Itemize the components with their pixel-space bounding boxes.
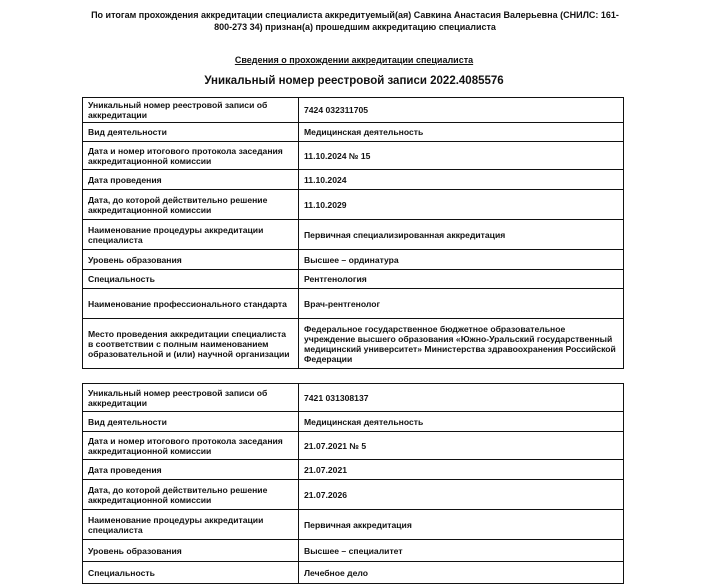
table-row — [83, 123, 624, 142]
intro-line-1: По итогам прохождения аккредитации специалиста аккредитуемый(ая) Савкина Анастасия Валерьевна (СНИЛС: 161- — [91, 10, 619, 20]
row-value: Медицинская деятельность — [299, 123, 624, 142]
row-value: 7421 031308137 — [299, 384, 624, 412]
row-label: Дата и номер итогового протокола заседания аккредитационной комиссии — [83, 142, 299, 170]
table-row — [83, 432, 624, 460]
row-value: Первичная специализированная аккредитация — [299, 220, 624, 250]
intro-statement — [82, 9, 628, 33]
table-row — [83, 289, 624, 319]
row-value: Лечебное дело — [299, 562, 624, 584]
row-value: 21.07.2026 — [299, 480, 624, 510]
row-label: Наименование процедуры аккредитации специалиста — [83, 510, 299, 540]
table-row — [83, 412, 624, 432]
row-label: Вид деятельности — [83, 123, 299, 142]
row-label: Дата и номер итогового протокола заседания аккредитационной комиссии — [83, 432, 299, 460]
row-value: Врач-рентгенолог — [299, 289, 624, 319]
row-label: Вид деятельности — [83, 412, 299, 432]
row-label: Уровень образования — [83, 250, 299, 270]
row-value: 7424 032311705 — [299, 98, 624, 123]
row-label: Дата, до которой действительно решение аккредитационной комиссии — [83, 190, 299, 220]
row-label: Дата проведения — [83, 170, 299, 190]
row-value: 21.07.2021 № 5 — [299, 432, 624, 460]
row-label: Уровень образования — [83, 540, 299, 562]
row-value: Федеральное государственное бюджетное образовательное учреждение высшего образования «Южно-Уральский государственный медицинский университет» Министерства здравоохранения Российской Федерации — [299, 319, 624, 369]
table-row — [83, 480, 624, 510]
table-row — [83, 98, 624, 123]
table-row — [83, 270, 624, 289]
row-value: Медицинская деятельность — [299, 412, 624, 432]
intro-line-2: 800-273 34) признан(а) прошедшим аккредитацию специалиста — [214, 22, 496, 32]
row-label: Специальность — [83, 562, 299, 584]
row-value: 11.10.2024 — [299, 170, 624, 190]
table-row — [83, 170, 624, 190]
accreditation-table-2 — [82, 383, 624, 584]
row-label: Дата проведения — [83, 460, 299, 480]
row-label: Дата, до которой действительно решение аккредитационной комиссии — [83, 480, 299, 510]
row-label: Специальность — [83, 270, 299, 289]
table-row — [83, 220, 624, 250]
row-value: Высшее – специалитет — [299, 540, 624, 562]
registry-number-title: Уникальный номер реестровой записи 2022.4085576 — [204, 75, 504, 87]
row-value: Рентгенология — [299, 270, 624, 289]
row-value: 11.10.2029 — [299, 190, 624, 220]
table-row — [83, 540, 624, 562]
row-label: Наименование профессионального стандарта — [83, 289, 299, 319]
table-row — [83, 460, 624, 480]
table-row — [83, 319, 624, 369]
row-value: 21.07.2021 — [299, 460, 624, 480]
table-row — [83, 510, 624, 540]
accreditation-table-1 — [82, 97, 624, 369]
row-label: Уникальный номер реестровой записи об аккредитации — [83, 98, 299, 123]
table-row — [83, 384, 624, 412]
row-value: Высшее – ординатура — [299, 250, 624, 270]
row-label: Наименование процедуры аккредитации специалиста — [83, 220, 299, 250]
table-row — [83, 142, 624, 170]
row-value: Первичная аккредитация — [299, 510, 624, 540]
table-row — [83, 250, 624, 270]
table-row — [83, 562, 624, 584]
row-label: Уникальный номер реестровой записи об аккредитации — [83, 384, 299, 412]
row-label: Место проведения аккредитации специалиста в соответствии с полным наименованием образовательной и (или) научной организации — [83, 319, 299, 369]
section-title: Сведения о прохождении аккредитации специалиста — [234, 55, 474, 65]
table-row — [83, 190, 624, 220]
row-value: 11.10.2024 № 15 — [299, 142, 624, 170]
